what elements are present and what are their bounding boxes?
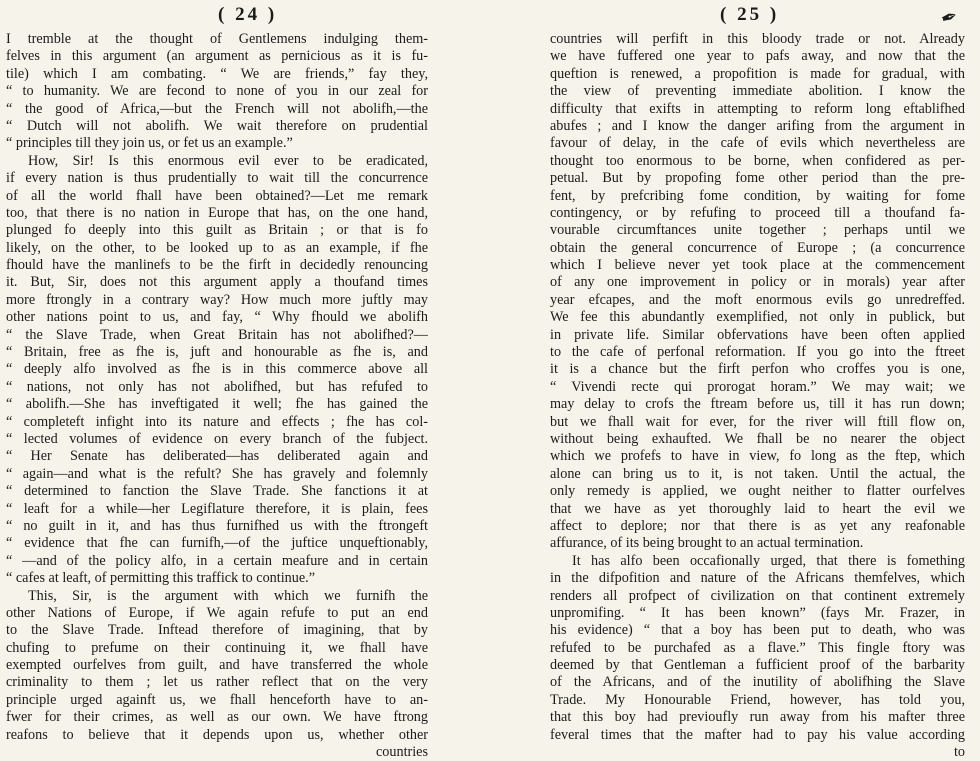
ink-mark-icon: ✒	[938, 4, 962, 32]
text-line: “ Britain, free as fhe is, juft and honourable as fhe is, and	[6, 344, 428, 361]
text-line: countries will perfift in this bloody trade or not. Already	[550, 31, 965, 47]
text-line: “ leaft for a while—her Legiflature therefore, it is plain, fees	[6, 500, 428, 517]
text-line: without being exhaufted. We fhall be no nearer the object	[550, 430, 965, 447]
text-line: tile) which I am combating. “ We are friends,” fay they,	[6, 65, 428, 82]
text-line: “ —and of the policy alfo, in a certain meafure and in certain	[6, 552, 428, 569]
text-line: contingency, or by refufing to proceed till a thoufand fa-	[550, 204, 965, 221]
text-line: alone can bring us to it, is not taken. Until the actual, the	[550, 465, 965, 482]
text-line: “ evidence that fhe can furnifh,—of the juftice unqueftionably,	[6, 535, 428, 552]
text-line: favour of delay, in the cafe of evils which nevertheless are	[550, 135, 965, 152]
text-line: fwer for their crimes, as well as our own. We have ftrong	[6, 709, 428, 726]
text-line: It has alfo been occafionally urged, that there is fomething	[572, 552, 965, 569]
text-line: How, Sir! Is this enormous evil ever to be eradicated,	[28, 152, 428, 169]
text-line: “ determined to fanction the Slave Trade. She fanctions it at	[6, 483, 428, 500]
text-line: “ the good of Africa,—but the French will not abolifh,—the	[6, 100, 428, 117]
text-line: if every nation is thus prudentially to wait till the concurrence	[6, 170, 428, 187]
text-line: felves in this argument (an argument as pernicious as it is fu-	[6, 48, 428, 65]
text-line: “ Vivendi recte qui prorogat horam.” We may wait; we	[550, 378, 965, 395]
text-line: “ no guilt in it, and has thus furnifhed us with the ftrongeft	[6, 517, 428, 534]
text-line: likely, on the other, to be looked up to as an example, if fhe	[6, 239, 428, 256]
text-line: thought too enormous to be borne, when confidered as per-	[550, 152, 965, 169]
text-line: it. But, Sir, does not this argument apply a thoufand times	[6, 274, 428, 291]
text-line: it is a chance but the firft perfon who croffes you is one,	[550, 361, 965, 378]
right-page-text	[550, 31, 965, 761]
left-page-number: ( 24 )	[218, 4, 278, 25]
text-line: that this boy had previoufly run away from his mafter three	[550, 709, 965, 726]
text-line: we have fuffered one year to pafs away, and now that the	[550, 48, 965, 65]
text-line: other nations point to us, and fay, “ Why fhould we abolifh	[6, 309, 428, 326]
right-page-number: ( 25 )	[720, 4, 780, 25]
text-line: “ completeft infight into its nature and effects ; fhe has col-	[6, 413, 428, 430]
text-line: to the Slave Trade. Inftead therefore of imagining, that by	[6, 622, 428, 639]
text-line: renders all profpect of civilization on that continent extremely	[550, 587, 965, 604]
text-line: feveral times that the mafter had to pay his value according	[550, 726, 965, 743]
text-line: petual. But by propofing fome other period than the pre-	[550, 170, 965, 187]
text-line: “ abolifh.—She has inveftigated it well; fhe has gained the	[6, 396, 428, 413]
text-line: I tremble at the thought of Gentlemens indulging them-	[6, 31, 428, 47]
text-line: year efcapes, and the moft enormous evils go unredreffed.	[550, 291, 965, 308]
text-line: of all the world fhall have been obtained?—Let me remark	[6, 187, 428, 204]
text-line: exempted ourfelves from guilt, and have transferred the whole	[6, 657, 428, 674]
text-line: chufing to prefume on their continuing it, we fhall have	[6, 639, 428, 656]
text-line: “ Dutch will not abolifh. We wait therefore on prudential	[6, 117, 428, 134]
text-line: affect to deplore; nor that there is as yet any reafonable	[550, 517, 965, 534]
text-line: “ cafes at leaft, of permitting this traffick to continue.”	[6, 570, 315, 587]
text-line: which I believe never yet took place at the commencement	[550, 257, 965, 274]
text-line: “ the Slave Trade, when Great Britain has not abolifhed?—	[6, 326, 428, 343]
text-line: affurance, of its being brought to an actual termination.	[550, 535, 864, 552]
text-line: of any one improvement in policy or in morals) year after	[550, 274, 965, 291]
text-line: unpromifing. “ It has been known” (fays Mr. Frazer, in	[550, 604, 965, 621]
text-line: principle urged againft us, we fhall henceforth have to an-	[6, 691, 428, 708]
text-line: that we have as yet thoroughly laid to heart the evil we	[550, 500, 965, 517]
text-line: fhould have the manlinefs to be the firft in decidedly renouncing	[6, 257, 428, 274]
right-page	[490, 0, 980, 761]
text-line: queftion is renewed, a propofition is made for gradual, with	[550, 65, 965, 82]
text-line: other Nations of Europe, if We again refufe to put an end	[6, 604, 428, 621]
text-line: Trade. My Honourable Friend, however, has told you,	[550, 691, 965, 708]
text-line: deemed by that Gentleman a fufficient proof of the barbarity	[550, 657, 965, 674]
text-line: “ principles till they join us, or fet us an example.”	[6, 135, 293, 152]
text-line: fent, by prefcribing fome condition, by waiting for fome	[550, 187, 965, 204]
text-line: vourable circumftances unite together ; perhaps until we	[550, 222, 965, 239]
text-line: to the cafe of perfonal reformation. If you go into the ftreet	[550, 344, 965, 361]
left-page-text	[6, 31, 428, 761]
text-line: the view of preventing immediate abolition. I know the	[550, 83, 965, 100]
text-line: obtain the general concurrence of Europe ; (a concurrence	[550, 239, 965, 256]
text-line: abufes ; and I know the danger arifing from the argument in	[550, 117, 965, 134]
text-line: may delay to crofs the ftream before us, till it has run down;	[550, 396, 965, 413]
text-line: but we fhall wait for ever, for the river will ftill flow on,	[550, 413, 965, 430]
text-line: criminality to them ; let us rather reflect that on the very	[6, 674, 428, 691]
text-line: “ deeply alfo involved as fhe is in this commerce above all	[6, 361, 428, 378]
text-line: “ to humanity. We are fecond to none of you in our zeal for	[6, 83, 428, 100]
text-line: of the Africans, and of the inutility of abolifhing the Slave	[550, 674, 965, 691]
text-line: only remedy is applied, we ought neither to flatter ourfelves	[550, 483, 965, 500]
text-line: more ftrongly in a contrary way? How much more juftly may	[6, 291, 428, 308]
text-line: in the difpofition and nature of the Africans themfelves, which	[550, 570, 965, 587]
text-line: too, that there is no nation in Europe that has, on the one hand,	[6, 204, 428, 221]
text-line: his evidence) “ that a boy has been put to death, who was	[550, 622, 965, 639]
text-line: “ Her Senate has deliberated—has deliberated again and	[6, 448, 428, 465]
text-line: “ lected volumes of evidence on every branch of the fubject.	[6, 430, 428, 447]
text-line: to	[953, 744, 965, 761]
text-line: countries	[375, 744, 428, 761]
text-line: difficulty that exifts in attempting to reform long eftablifhed	[550, 100, 965, 117]
text-line: reafons to believe that it depends upon us, whether other	[6, 726, 428, 743]
text-line: refufed to be purchafed as a flave.” This fingle ftory was	[550, 639, 965, 656]
text-line: in private life. Similar obfervations have been often applied	[550, 326, 965, 343]
text-line: This, Sir, is the argument with which we furnifh the	[28, 587, 428, 604]
text-line: plunged fo deeply into this guilt as Britain ; or that is fo	[6, 222, 428, 239]
text-line: “ again—and what is the refult? She has gravely and folemnly	[6, 465, 428, 482]
text-line: which we profefs to have in view, fo long as the ftep, which	[550, 448, 965, 465]
text-line: “ nations, not only has not abolifhed, but has refufed to	[6, 378, 428, 395]
text-line: We fee this abundantly exemplified, not only in publick, but	[550, 309, 965, 326]
